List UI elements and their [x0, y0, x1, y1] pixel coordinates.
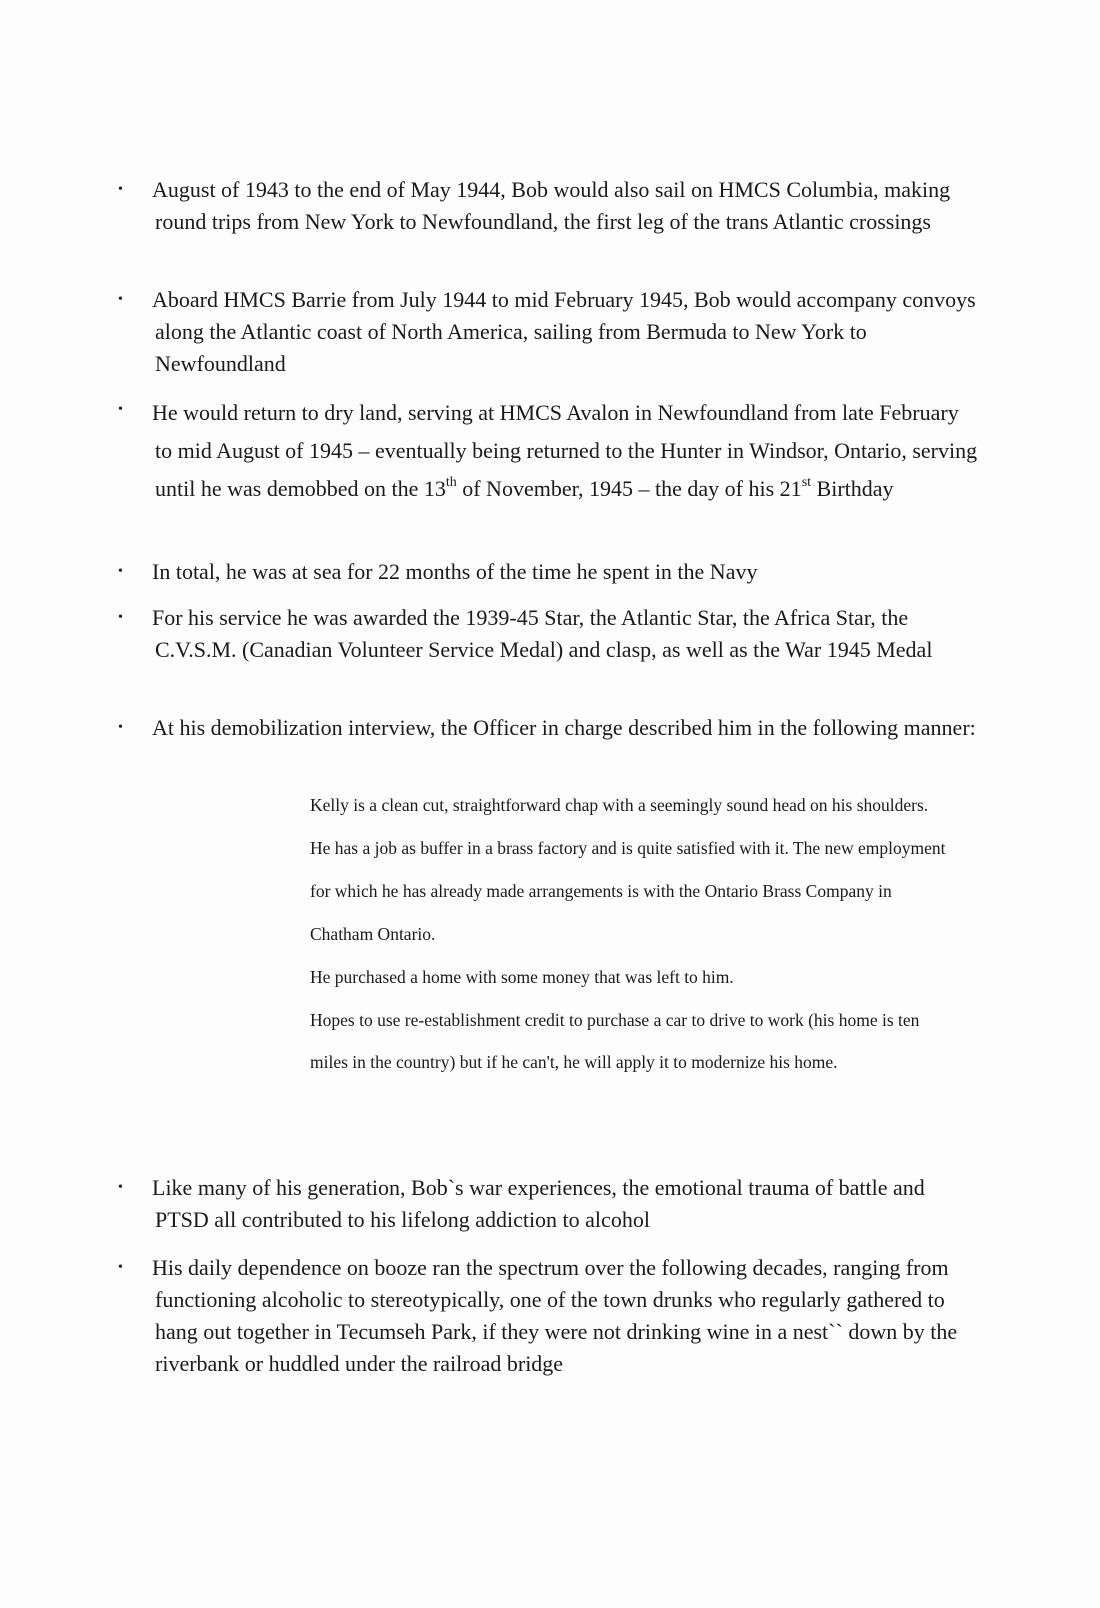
list-item-text: At his demobilization interview, the Officer in charge described him in the following manner: — [152, 715, 976, 740]
list-item — [118, 1172, 978, 1236]
text-fragment: of November, 1945 – the day of his 21 — [456, 476, 802, 501]
list-item-text: Like many of his generation, Bob`s war experiences, the emotional trauma of battle and PTSD all contributed to his lifelong addiction to alcohol — [152, 1175, 925, 1232]
superscript: st — [801, 475, 812, 490]
quote-paragraph: He purchased a home with some money that was left to him. — [310, 967, 734, 987]
quote-paragraph: Hopes to use re-establishment credit to purchase a car to drive to work (his home is ten miles in the country) but if he can't, he will apply it to modernize his home. — [310, 1010, 920, 1072]
text-fragment: He would return to dry land, serving at HMCS Avalon in Newfoundland from late February to mid August of 1945 – eventually being returned to the Hunter in Windsor, Ontario, serving until he was demobbed on the 13 — [152, 400, 978, 501]
list-item-text: His daily dependence on booze ran the spectrum over the following decades, ranging from functioning alcoholic to stereotypically, one of the town drunks who regularly gathered to hang out together in Tecumseh Park, if they were not drinking wine in a nest`` down by the riverbank or huddled under the railroad bridge — [152, 1255, 958, 1376]
list-item-text: Aboard HMCS Barrie from July 1944 to mid February 1945, Bob would accompany convoys along the Atlantic coast of North America, sailing from Bermuda to New York to Newfoundland — [152, 287, 976, 376]
list-item — [118, 712, 978, 744]
list-item-text — [118, 394, 978, 508]
block-quote — [310, 784, 950, 1083]
bullet-icon: • — [118, 720, 123, 735]
list-item — [118, 394, 978, 508]
bullet-icon: • — [118, 402, 123, 417]
superscript: th — [445, 475, 457, 490]
list-item-text: August of 1943 to the end of May 1944, Bob would also sail on HMCS Columbia, making round trips from New York to Newfoundland, the first leg of the trans Atlantic crossings — [152, 177, 951, 234]
bullet-icon: • — [118, 564, 123, 579]
list-item-text: For his service he was awarded the 1939-45 Star, the Atlantic Star, the Africa Star, the C.V.S.M. (Canadian Volunteer Service Medal) and clasp, as well as the War 1945 Medal — [152, 605, 933, 662]
bullet-icon: • — [118, 1260, 123, 1275]
list-item-text: In total, he was at sea for 22 months of the time he spent in the Navy — [152, 559, 758, 584]
bullet-icon: • — [118, 182, 123, 197]
list-item — [118, 284, 978, 380]
bullet-icon: • — [118, 292, 123, 307]
list-item — [118, 602, 978, 666]
bullet-icon: • — [118, 1180, 123, 1195]
text-fragment: Birthday — [811, 476, 894, 501]
quote-paragraph: Kelly is a clean cut, straightforward chap with a seemingly sound head on his shoulders. He has a job as buffer in a brass factory and is quite satisfied with it. The new employment for which he has already made arrangements is with the Ontario Brass Company in Chatham Ontario. — [310, 795, 946, 944]
list-item — [118, 174, 978, 238]
bullet-icon: • — [118, 610, 123, 625]
list-item — [118, 1252, 978, 1380]
list-item — [118, 556, 978, 588]
